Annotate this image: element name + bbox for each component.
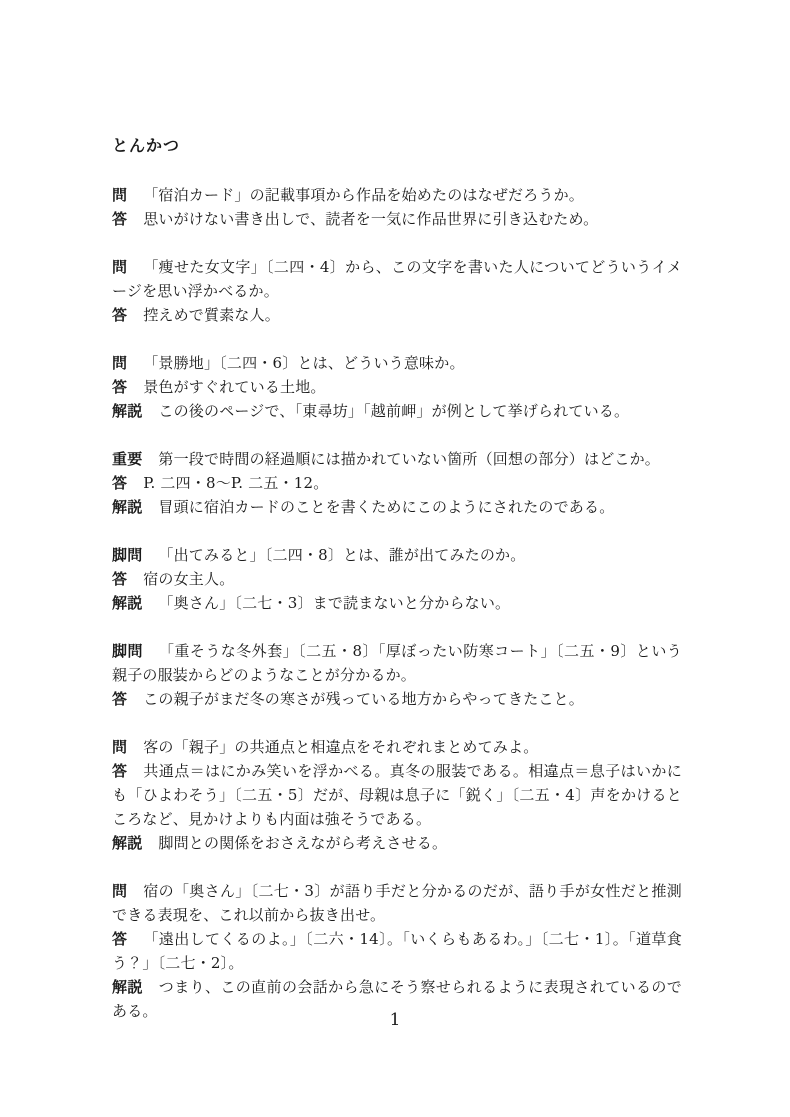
answer-text: 宿の女主人。 — [143, 570, 235, 588]
answer-text-with-emphasis: 「遠出してくるのよ。」〔二六・14〕。「いくらもあるわ。」〔二七・1〕。「道草食う？」〔二七・2〕。 — [112, 930, 682, 972]
commentary-paragraph — [112, 399, 682, 423]
answer-paragraph — [112, 303, 682, 327]
answer-label: 答 — [112, 306, 128, 324]
footnote-question-label: 脚問 — [112, 546, 143, 564]
answer-text: 思いがけない書き出しで、読者を一気に作品世界に引き込むため。 — [143, 210, 599, 228]
footnote-question-paragraph — [112, 639, 682, 687]
question-text: 客の「親子」の共通点と相違点をそれぞれまとめてみよ。 — [143, 738, 539, 756]
question-text: 「痩せた女文字」〔二四・4〕から、この文字を書いた人についてどういうイメージを思い浮かべるか。 — [112, 258, 682, 300]
answer-text: 景色がすぐれている土地。 — [143, 378, 326, 396]
answer-text: この親子がまだ冬の寒さが残っている地方からやってきたこと。 — [143, 690, 585, 708]
question-label: 問 — [112, 258, 128, 276]
answer-paragraph — [112, 375, 682, 399]
footnote-question-text: 「重そうな冬外套」〔二五・8〕「厚ぼったい防寒コート」〔二五・9〕という親子の服装からどのようなことが分かるか。 — [112, 642, 682, 684]
document-title: とんかつ — [112, 136, 181, 155]
commentary-label: 解説 — [112, 402, 143, 420]
commentary-label: 解説 — [112, 978, 143, 996]
answer-paragraph — [112, 207, 682, 231]
answer-text: 共通点＝はにかみ笑いを浮かべる。真冬の服装である。相違点＝息子はいかにも「ひよわそう」〔二五・5〕だが、母親は息子に「鋭く」〔二五・4〕声をかけるところなど、見かけよりも内面は強そうである。 — [112, 762, 682, 828]
answer-label: 答 — [112, 378, 128, 396]
answer-label: 答 — [112, 762, 128, 780]
answer-text: P. 二四・8〜P. 二五・12。 — [143, 474, 329, 492]
question-paragraph — [112, 879, 682, 927]
answer-label: 答 — [112, 930, 128, 948]
answer-paragraph — [112, 759, 682, 831]
commentary-paragraph — [112, 831, 682, 855]
answer-paragraph — [112, 471, 682, 495]
commentary-text: 「奥さん」〔二七・3〕まで読まないと分からない。 — [158, 594, 511, 612]
answer-paragraph — [112, 927, 682, 975]
important-paragraph — [112, 447, 682, 471]
answer-label: 答 — [112, 474, 128, 492]
commentary-label: 解説 — [112, 498, 143, 516]
question-paragraph — [112, 735, 682, 759]
question-paragraph — [112, 255, 682, 303]
commentary-label: 解説 — [112, 594, 143, 612]
commentary-text: この後のページで、「東尋坊」「越前岬」が例として挙げられている。 — [158, 402, 630, 420]
commentary-paragraph — [112, 495, 682, 519]
question-paragraph — [112, 183, 682, 207]
important-label: 重要 — [112, 450, 143, 468]
question-text: 宿の「奥さん」〔二七・3〕が語り手だと分かるのだが、語り手が女性だと推測できる表現を、これ以前から抜き出せ。 — [112, 882, 682, 924]
qa-block — [112, 735, 682, 855]
important-text: 第一段で時間の経過順には描かれていない箇所（回想の部分）はどこか。 — [158, 450, 661, 468]
commentary-label: 解説 — [112, 834, 143, 852]
qa-block — [112, 255, 682, 327]
question-label: 問 — [112, 354, 128, 372]
commentary-text: 冒頭に宿泊カードのことを書くためにこのようにされたのである。 — [158, 498, 615, 516]
footnote-question-paragraph — [112, 543, 682, 567]
question-text: 「宿泊カード」の記載事項から作品を始めたのはなぜだろうか。 — [143, 186, 585, 204]
answer-paragraph — [112, 687, 682, 711]
answer-label: 答 — [112, 210, 128, 228]
question-paragraph — [112, 351, 682, 375]
qa-block — [112, 879, 682, 1023]
commentary-text: 脚問との関係をおさえながら考えさせる。 — [158, 834, 448, 852]
answer-text: 控えめで質素な人。 — [143, 306, 281, 324]
qa-block — [112, 447, 682, 519]
page-number: 1 — [389, 1010, 401, 1030]
footnote-question-label: 脚問 — [112, 642, 143, 660]
emphasized-text: のよ — [251, 930, 282, 948]
answer-label: 答 — [112, 570, 128, 588]
emphasized-text: わ — [502, 930, 518, 948]
commentary-paragraph — [112, 591, 682, 615]
qa-block — [112, 543, 682, 615]
answer-label: 答 — [112, 690, 128, 708]
question-label: 問 — [112, 738, 128, 756]
question-label: 問 — [112, 186, 128, 204]
question-label: 問 — [112, 882, 128, 900]
qa-block — [112, 639, 682, 711]
qa-block — [112, 351, 682, 423]
qa-block — [112, 183, 682, 231]
answer-paragraph — [112, 567, 682, 591]
footnote-question-text: 「出てみると」〔二四・8〕とは、誰が出てみたのか。 — [158, 546, 526, 564]
question-text: 「景勝地」〔二四・6〕とは、どういう意味か。 — [143, 354, 465, 372]
commentary-text: つまり、この直前の会話から急にそう察せられるように表現されているのである。 — [112, 978, 682, 1020]
